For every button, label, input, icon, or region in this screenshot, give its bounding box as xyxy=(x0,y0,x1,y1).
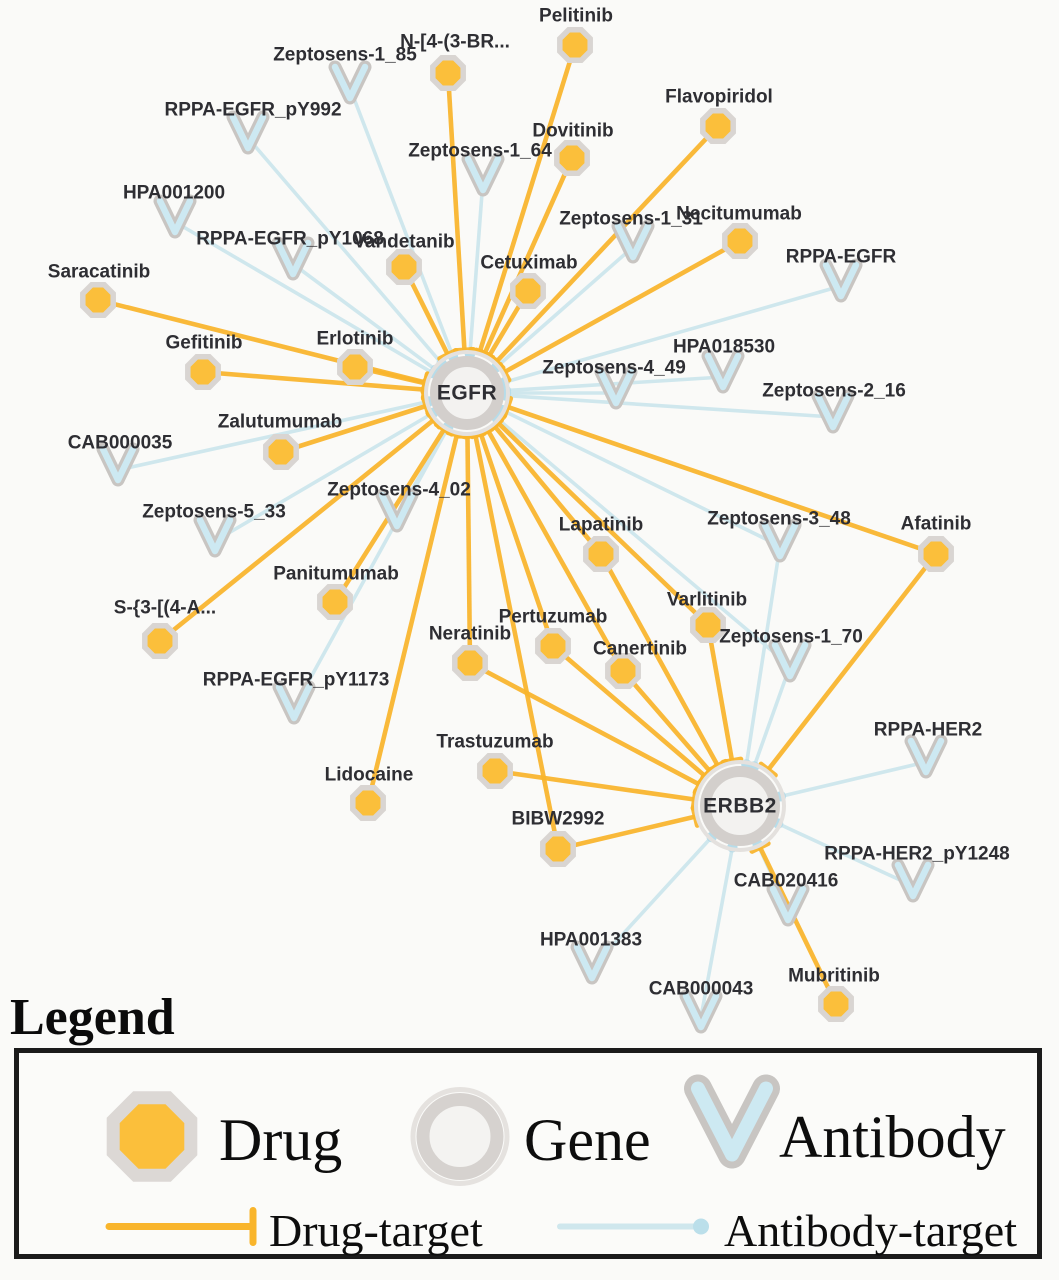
antibody-label: Zeptosens-1_85 xyxy=(273,44,417,66)
drug-node[interactable] xyxy=(320,587,350,617)
drug-label: Lidocaine xyxy=(324,764,414,786)
gene-label: EGFR xyxy=(436,381,498,405)
drug-node[interactable] xyxy=(538,631,568,661)
drug-node[interactable] xyxy=(455,648,485,678)
antibody-label: HPA001383 xyxy=(539,929,643,951)
antibody-label: RPPA-HER2_pY1248 xyxy=(824,843,1010,865)
drug-node[interactable] xyxy=(543,834,573,864)
legend-box xyxy=(14,1048,1042,1259)
drug-node[interactable] xyxy=(557,143,587,173)
drug-label: Mubritinib xyxy=(788,965,880,987)
drug-label: Cetuximab xyxy=(480,252,578,274)
antibody-target-edge-icon xyxy=(556,1205,716,1254)
antibody-node-core xyxy=(200,520,230,551)
antibody-label: RPPA-EGFR xyxy=(785,246,897,268)
drug-node[interactable] xyxy=(433,58,463,88)
antibody-node-core xyxy=(618,226,648,257)
antibody-label: HPA018530 xyxy=(672,336,776,358)
drug-node[interactable] xyxy=(821,989,851,1019)
drug-node[interactable] xyxy=(389,252,419,282)
antibody-label: CAB000043 xyxy=(648,978,754,1000)
drug-label: Pertuzumab xyxy=(498,606,608,628)
edge-drug-target xyxy=(448,73,464,350)
antibody-chevron-icon xyxy=(667,1063,797,1208)
drug-node[interactable] xyxy=(921,539,951,569)
drug-node[interactable] xyxy=(725,226,755,256)
drug-node[interactable] xyxy=(560,30,590,60)
antibody-label: RPPA-HER2 xyxy=(873,719,983,741)
antibody-node-core xyxy=(911,741,941,772)
antibody-label: CAB020416 xyxy=(733,870,839,892)
drug-label: Canertinib xyxy=(593,638,687,660)
antibody-node-core xyxy=(233,117,263,148)
antibody-node-core xyxy=(775,645,805,676)
antibody-node-core xyxy=(468,159,498,190)
drug-label: Dovitinib xyxy=(532,120,614,142)
drug-node[interactable] xyxy=(340,352,370,382)
drug-node[interactable] xyxy=(353,788,383,818)
antibody-node-core xyxy=(103,449,133,480)
drug-node[interactable] xyxy=(266,437,296,467)
drug-octagon-icon xyxy=(96,1081,208,1198)
antibody-node-core xyxy=(708,356,738,387)
drug-label: BIBW2992 xyxy=(511,808,605,830)
antibody-label: HPA001200 xyxy=(122,182,226,204)
antibody-label: RPPA-EGFR_pY1173 xyxy=(202,669,390,691)
antibody-node-core xyxy=(826,265,856,296)
drug-label: Erlotinib xyxy=(316,328,394,350)
gene-circle-icon xyxy=(404,1081,516,1198)
drug-label: Gefitinib xyxy=(165,332,243,354)
drug-node[interactable] xyxy=(703,111,733,141)
drug-label: N-[4-(3-BR... xyxy=(400,31,510,53)
drug-label: Zalutumumab xyxy=(217,411,343,433)
antibody-node-core xyxy=(898,865,928,896)
antibody-node-core xyxy=(765,525,795,556)
legend-drug-target-label: Drug-target xyxy=(269,1205,483,1256)
drug-label: Lapatinib xyxy=(558,514,644,536)
antibody-label: Zeptosens-3_48 xyxy=(707,508,851,530)
legend-drug-label: Drug xyxy=(219,1107,343,1173)
antibody-node-core xyxy=(577,947,607,978)
drug-label: S-{3-[(4-A... xyxy=(113,597,217,619)
antibody-label: Zeptosens-2_16 xyxy=(762,380,906,402)
drug-node[interactable] xyxy=(83,285,113,315)
drug-label: Panitumumab xyxy=(273,563,399,585)
legend-title: Legend xyxy=(10,989,175,1046)
drug-label: Pelitinib xyxy=(539,5,613,27)
drug-node[interactable] xyxy=(586,539,616,569)
antibody-label: Zeptosens-1_64 xyxy=(408,140,552,162)
antibody-label: RPPA-EGFR_pY992 xyxy=(164,99,342,121)
drug-node[interactable] xyxy=(480,756,510,786)
antibody-label: Zeptosens-4_49 xyxy=(542,357,686,379)
legend-antibody-label: Antibody xyxy=(779,1104,1006,1170)
antibody-label: Zeptosens-1_31 xyxy=(559,208,703,230)
gene-label: ERBB2 xyxy=(703,794,777,818)
drug-label: Necitumumab xyxy=(676,203,802,225)
drug-node[interactable] xyxy=(608,656,638,686)
drug-node[interactable] xyxy=(188,357,218,387)
drug-label: Trastuzumab xyxy=(436,731,554,753)
drug-node[interactable] xyxy=(513,276,543,306)
edge-drug-target xyxy=(495,771,694,799)
drug-label: Afatinib xyxy=(900,513,972,535)
drug-target-edge-icon xyxy=(105,1205,265,1254)
antibody-label: CAB000035 xyxy=(67,432,173,454)
antibody-label: Zeptosens-4_02 xyxy=(327,479,471,501)
drug-label: Neratinib xyxy=(428,623,512,645)
antibody-label: RPPA-EGFR_pY1068 xyxy=(196,228,384,250)
antibody-node-core xyxy=(279,687,309,718)
antibody-label: Zeptosens-5_33 xyxy=(142,501,286,523)
edge-drug-target xyxy=(623,671,710,771)
legend-antibody-target-label: Antibody-target xyxy=(724,1205,1017,1256)
drug-label: Varlitinib xyxy=(666,589,748,611)
antibody-node-core xyxy=(335,67,365,98)
drug-label: Vandetanib xyxy=(353,231,455,253)
antibody-label: Zeptosens-1_70 xyxy=(719,626,863,648)
drug-label: Flavopiridol xyxy=(665,86,773,108)
edge-antibody-target xyxy=(781,762,926,796)
drug-label: Saracatinib xyxy=(47,261,151,283)
legend-gene-label: Gene xyxy=(524,1107,651,1173)
drug-node[interactable] xyxy=(145,626,175,656)
